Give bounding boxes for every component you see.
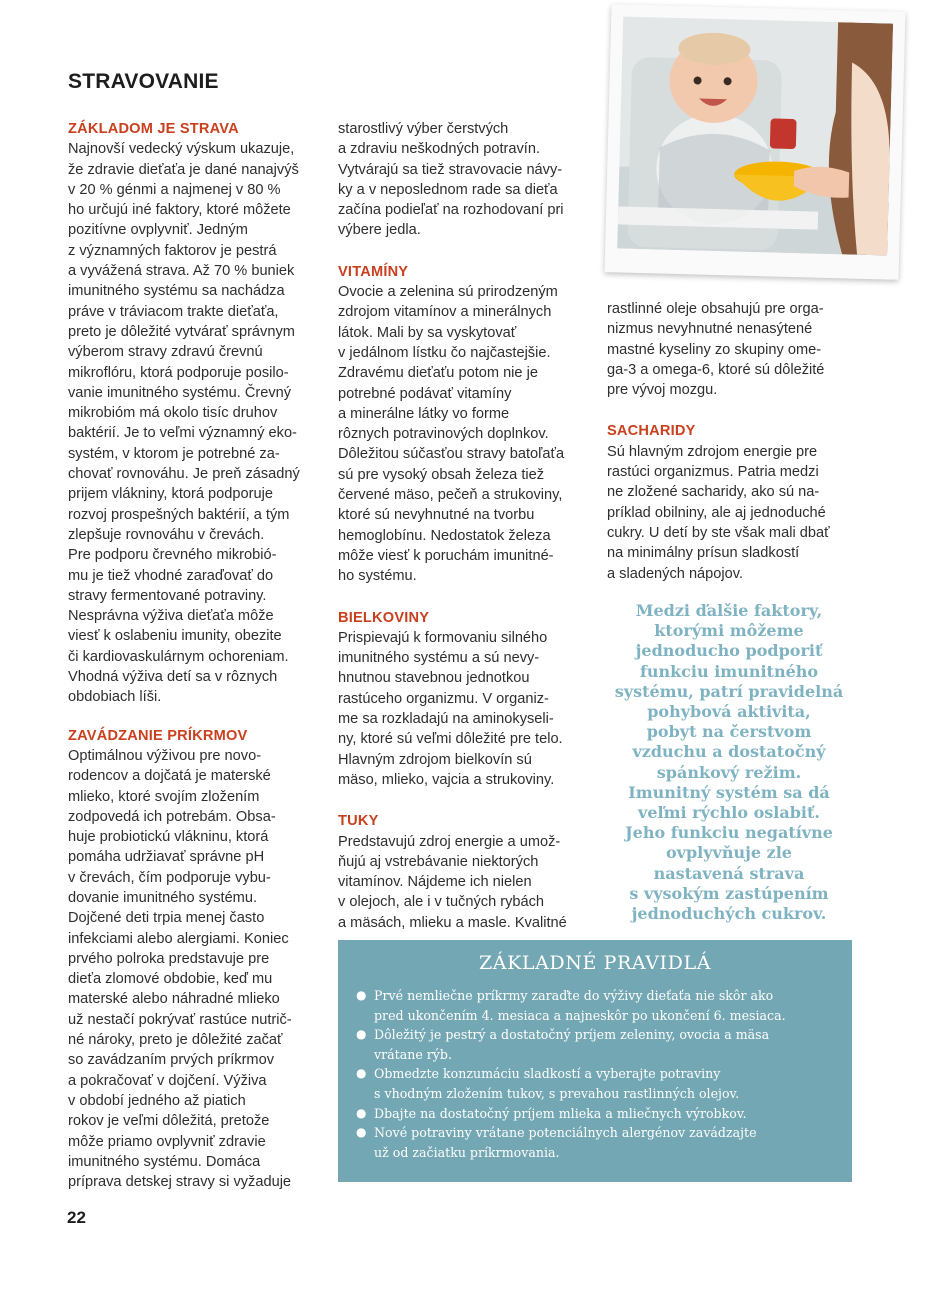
rules-box [338, 940, 852, 1182]
section-heading-strava: ZÁKLADOM JE STRAVA [68, 121, 239, 137]
paragraph-vitaminy: Ovocie a zelenina sú prirodzeným zdrojom vitamínov a minerálnych látok. Mali by sa vyskytovať v jedálnom lístku čo najčastejšie. Zdravému dieťaťu potom nie je potrebné podávať vitamíny a minerálne látky vo forme rôznych potravinových doplnkov. Dôležitou súčasťou stravy batoľaťa sú pre vysoký obsah železa tiež červené mäso, pečeň a strukoviny, ktoré sú nevyhnutné na tvorbu hemoglobínu. Nedostatok železa môže viesť k poruchám imunitné- ho systému. [338, 284, 565, 585]
paragraph-prikrmy: Optimálnou výživou pre novo- rodencov a dojčatá je materské mlieko, ktoré svojím zložením zodpovedá ich potrebám. Obsa- huje probiotickú vlákninu, ktorá pomáha udržiavať správne pH v črevách, čím podporuje vybu- dovanie imunitného systému. Dojčené deti trpia menej často infekciami alebo alergiami. Koniec prvého polroka predstavuje pre dieťa zlomové obdobie, keď mu materské alebo náhradné mlieko už nestačí pokrývať rastúce nutrič- né nároky, preto je dôležité začať so zavádzaním prvých príkrmov a pokračovať v dojčení. Výživa v období jedného až piatich rokov je veľmi dôležitá, pretože môže priamo ovplyvniť zdravie imunitného systému. Domáca príprava detskej stravy si vyžaduje [68, 747, 292, 1191]
rules-list [356, 986, 846, 1162]
column-right [607, 299, 857, 584]
rule-item: ● Dbajte na dostatočný príjem mlieka a mliečnych výrobkov. [356, 1104, 846, 1124]
section-heading-vitaminy: VITAMÍNY [338, 263, 409, 280]
section-heading-tuky: TUKY [338, 813, 379, 830]
paragraph-strava: Najnovší vedecký výskum ukazuje, že zdravie dieťaťa je dané nanajvýš v 20 % génmi a najmenej v 80 % ho určujú iné faktory, ktoré môžete pozitívne ovplyvniť. Jedným z významných faktorov je pestrá a vyvážená strava. Až 70 % buniek imunitného systému sa nachádza práve v tráviacom trakte dieťaťa, preto je dôležité vytvárať správnym výberom stravy zdravú črevnú mikroflóru, ktorá podporuje posilo- vanie imunitného systému. Črevný mikrobióm má okolo tisíc druhov baktérií. Je to veľmi významný eko- systém, v ktorom je potrebné za- chovať rovnováhu. Je preň zásadný prijem vlákniny, ktorá podporuje rozvoj prospešných baktérií, a tým zlepšuje rovnováhu v črevách. Pre podporu črevného mikrobió- mu je tiež vhodné zaraďovať do stravy fermentované potraviny. Nesprávna výživa dieťaťa môže viesť k oslabeniu imunity, obezite či kardiovaskulárnym ochoreniam. Vhodná výživa detí sa v rôznych obdobiach líši. [68, 141, 300, 706]
paragraph-tuky: Predstavujú zdroj energie a umož- ňujú aj vstrebávanie niektorých vitamínov. Nájdeme ich nielen v olejoch, ale i v tučných rybách a mäsách, mlieku a masle. Kvalitné [338, 833, 567, 931]
rule-item: ● Obmedzte konzumáciu sladkostí a vyberajte potraviny s vhodným zložením tukov, s prevahou rastlinných olejov. [356, 1066, 740, 1101]
column-middle [338, 119, 588, 933]
section-heading-sacharidy: SACHARIDY [607, 423, 696, 440]
paragraph-oleje: rastlinné oleje obsahujú pre orga- nizmus nevyhnutné nenasýtené mastné kyseliny zo skupiny ome- ga-3 a omega-6, ktoré sú dôležité pre vývoj mozgu. [607, 301, 825, 399]
bullet-icon: ● [356, 1027, 367, 1042]
column-left [68, 119, 330, 1192]
photo-image [617, 17, 893, 256]
highlight-quote: Medzi ďalšie faktory, ktorými môžeme jednoducho podporiť funkciu imunitného systému, patrí pravidelná pohybová aktivita, pobyt na čerstvom vzduchu a dostatočný spánkový režim. Imunitný systém sa dá veľmi rýchlo oslabiť. Jeho funkciu negatívne ovplyvňuje zle nastavená strava s vysokým zastúpením jednoduchých cukrov. [614, 601, 844, 924]
paragraph-continued: starostlivý výber čerstvých a zdraviu neškodných potravín. Vytvárajú sa tiež stravovacie návy- ky a v neposlednom rade sa dieťa začína podieľať na rozhodovaní pri výbere jedla. [338, 121, 564, 239]
bullet-icon: ● [356, 1125, 367, 1140]
paragraph-sacharidy: Sú hlavným zdrojom energie pre rastúci organizmus. Patria medzi ne zložené sacharidy, ako sú na- príklad obilniny, ale aj jednoduché cukry. U detí by ste však mali dbať na minimálny prísun sladkostí a sladených nápojov. [607, 443, 830, 582]
page-number: 22 [67, 1208, 86, 1227]
page-title: STRAVOVANIE [68, 70, 219, 93]
rule-item: ● Prvé nemliečne príkrmy zaraďte do výživy dieťaťa nie skôr ako pred ukončením 4. mesiaca a najneskôr po ukončení 6. mesiaca. [356, 988, 786, 1023]
rules-title: ZÁKLADNÉ PRAVIDLÁ [478, 952, 712, 974]
rule-item: ● Dôležitý je pestrý a dostatočný príjem zeleniny, ovocia a mäsa vrátane rýb. [356, 1027, 770, 1062]
baby-eating-photo [605, 4, 906, 280]
section-heading-bielkoviny: BIELKOVINY [338, 609, 430, 626]
baby-photo-icon [617, 17, 893, 256]
bullet-icon: ● [356, 988, 367, 1002]
paragraph-bielkoviny: Prispievajú k formovaniu silného imunitného systému a sú nevy- hnutnou stavebnou jednotkou rastúceho organizmu. V organiz- me sa rozkladajú na aminokyseli- ny, ktoré sú veľmi dôležité pre telo. Hlavným zdrojom bielkovín sú mäso, mlieko, vajcia a strukoviny. [338, 629, 563, 788]
section-heading-prikrmy: ZAVÁDZANIE PRÍKRMOV [68, 727, 248, 744]
bullet-icon: ● [356, 1066, 367, 1081]
bullet-icon: ● [356, 1105, 367, 1120]
rule-item: ● Nové potraviny vrátane potenciálnych alergénov zavádzajte už od začiatku príkrmovania. [356, 1125, 757, 1160]
